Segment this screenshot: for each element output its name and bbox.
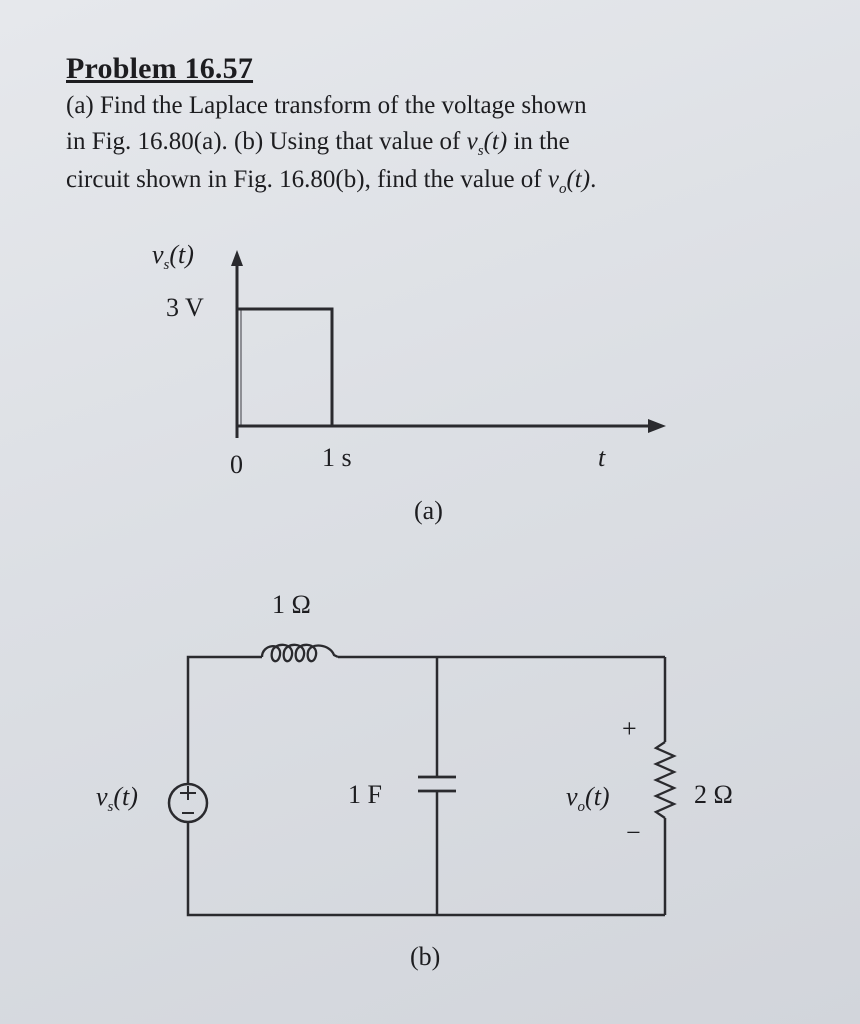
problem-line-1-text: (a) Find the Laplace transform of the voltage shown xyxy=(66,92,587,119)
wire-left-top xyxy=(188,657,262,785)
source-voltage-label: $v_s(t)$ xyxy=(96,782,138,816)
amplitude-label: 3 V xyxy=(166,293,204,322)
pulse-end-label: 1 s xyxy=(322,443,352,472)
time-axis-label: t xyxy=(598,443,606,472)
problem-title: Problem 16.57 xyxy=(66,52,254,85)
vo-symbol: $v_o(t)$ xyxy=(547,166,591,197)
series-resistor-icon xyxy=(262,645,338,661)
wire-bottom xyxy=(188,821,665,915)
problem-line-2-start: in Fig. 16.80(a). (b) Using that value of xyxy=(66,128,467,155)
problem-line-2-end: in the xyxy=(507,128,570,155)
vs-axis-label: $v_s(t)$ xyxy=(152,240,194,274)
load-resistor-icon xyxy=(656,742,674,818)
origin-label: 0 xyxy=(230,450,243,479)
figure-a-caption: (a) xyxy=(414,496,443,525)
load-resistor-label: 2 Ω xyxy=(694,780,733,809)
output-plus-sign: + xyxy=(622,714,637,743)
output-minus-sign: − xyxy=(626,818,641,847)
problem-line-3-start: circuit shown in Fig. 16.80(b), find the value of xyxy=(66,166,548,193)
series-resistor-label: 1 Ω xyxy=(272,590,311,619)
capacitor-label: 1 F xyxy=(348,780,382,809)
problem-line-3-end: . xyxy=(590,166,597,193)
output-voltage-label: $v_o(t)$ xyxy=(566,782,610,816)
vs-symbol: $v_s(t)$ xyxy=(466,128,508,159)
figure-b-caption: (b) xyxy=(410,942,441,971)
